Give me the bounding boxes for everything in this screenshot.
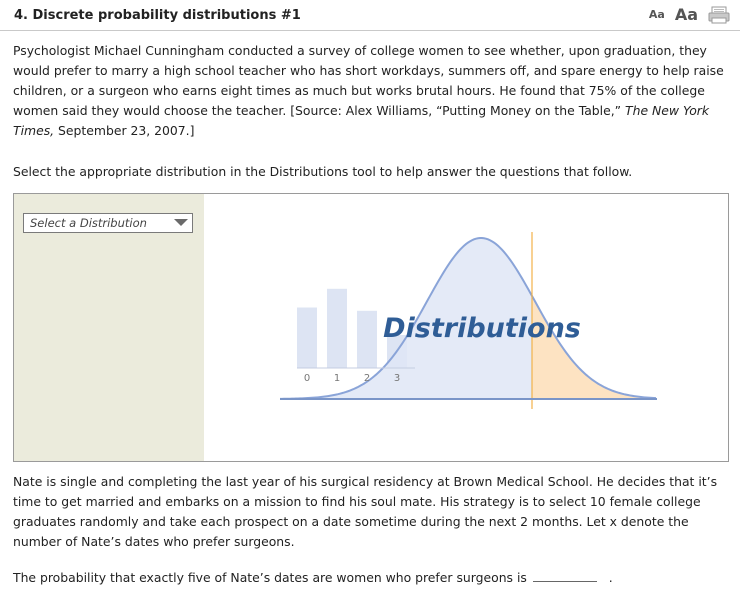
bar-axis-tick-label: 1: [333, 373, 341, 384]
distribution-select-label: Select a Distribution: [30, 216, 147, 230]
chevron-down-icon: [174, 219, 188, 226]
bar-axis-tick-label: 3: [393, 373, 401, 384]
header-tools: [649, 5, 730, 24]
increase-font-button[interactable]: Aa: [674, 5, 698, 24]
upper-tail-shade: [532, 296, 657, 399]
print-icon[interactable]: [708, 6, 730, 24]
background-bar: [327, 289, 347, 368]
question-line: [13, 567, 729, 588]
question-text: The probability that exactly five of Nate’s dates are women who prefer surgeons is: [13, 570, 527, 585]
distributions-graphic: [204, 194, 728, 461]
question-title: 4. Discrete probability distributions #1: [14, 8, 301, 23]
answer-blank[interactable]: [533, 567, 597, 582]
distribution-select[interactable]: [23, 213, 193, 233]
bar-axis-tick-label: 0: [303, 373, 311, 384]
distributions-tool: [13, 193, 729, 462]
decrease-font-button[interactable]: Aa: [648, 8, 665, 21]
intro-text: Psychologist Michael Cunningham conducted a survey of college women to see whether, upon graduation, they would prefer to marry a high school teacher who has short workdays, summers off, and spare energy to help raise children, or a surgeon who earns eight times as much but works brutal hours. He found that 75% of the college women said they would choose the teacher. [Source: Alex Williams, “Putting Money on the Table,”: [13, 43, 724, 118]
background-bar: [357, 311, 377, 368]
question-end-punct: .: [608, 570, 613, 585]
question-header: [0, 0, 740, 31]
source-publication: The New York Times,: [13, 103, 710, 138]
background-bar: [297, 308, 317, 369]
scenario-paragraph: Nate is single and completing the last year of his surgical residency at Brown Medical School. He decides that it’s time to get married and embarks on a mission to find his soul mate. His strategy is to select 10 female college graduates randomly and take each prospect on a date sometime during the next 2 months. Let x denote the number of Nate’s dates who prefer surgeons.: [13, 474, 718, 549]
intro-paragraph: [13, 41, 729, 141]
intro-text-end: September 23, 2007.]: [54, 123, 195, 138]
bar-axis-tick-label: 2: [363, 373, 371, 384]
tool-control-panel: [14, 194, 204, 461]
distributions-title: Distributions: [383, 313, 581, 344]
instruction-text: Select the appropriate distribution in the Distributions tool to help answer the questions that follow.: [13, 164, 633, 179]
